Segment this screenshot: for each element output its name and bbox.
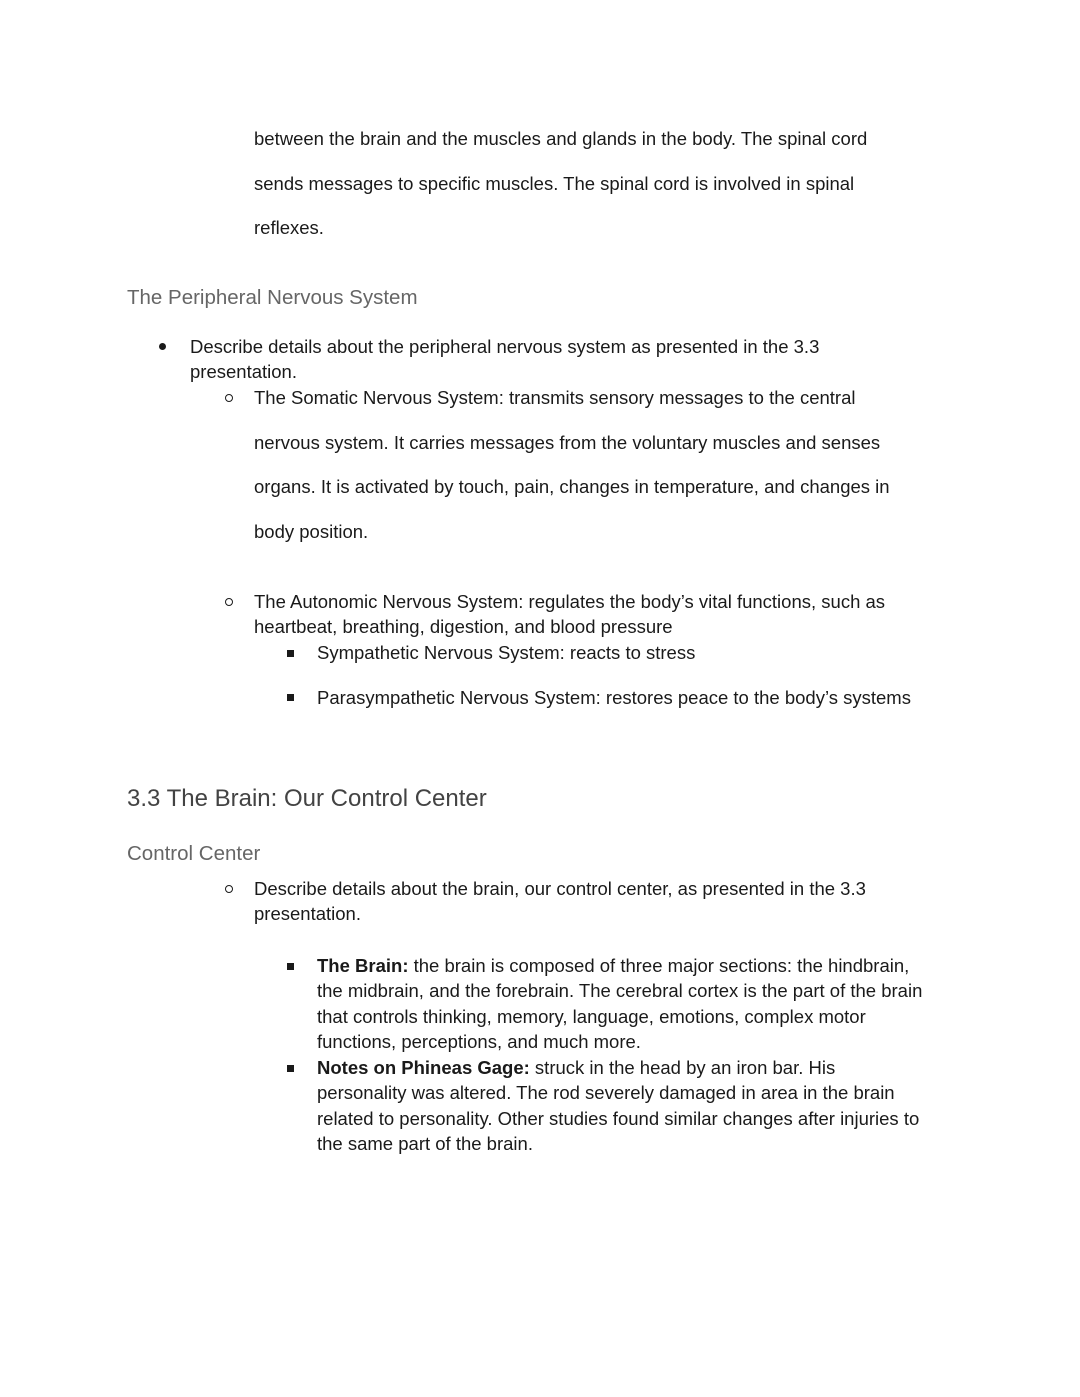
somatic-line-1: The Somatic Nervous System: transmits sensory messages to the central bbox=[254, 387, 856, 408]
gage-line-3: related to personality. Other studies found similar changes after injuries to bbox=[317, 1108, 920, 1129]
square-bullet-icon bbox=[287, 1065, 294, 1072]
gage-text: struck in the head by an iron bar. His bbox=[529, 1057, 836, 1078]
circle-bullet-icon bbox=[225, 394, 233, 402]
gage-line-1 bbox=[317, 1055, 835, 1081]
brain-line-3: that controls thinking, memory, language, emotions, complex motor bbox=[317, 1006, 866, 1027]
square-bullet-icon bbox=[287, 694, 294, 701]
brain-text: the brain is composed of three major sections: the hindbrain, bbox=[408, 955, 910, 976]
disc-bullet-icon bbox=[159, 343, 166, 350]
gage-line-2: personality was altered. The rod severely damaged in area in the brain bbox=[317, 1082, 895, 1103]
autonomic-line-1: The Autonomic Nervous System: regulates the body’s vital functions, such as bbox=[254, 591, 886, 612]
circle-bullet-icon bbox=[225, 598, 233, 606]
spinal-cord-line-3: reflexes. bbox=[254, 217, 324, 238]
somatic-line-4: body position. bbox=[254, 521, 369, 542]
sympathetic-line: Sympathetic Nervous System: reacts to stress bbox=[317, 642, 696, 663]
spinal-cord-line-1: between the brain and the muscles and glands in the body. The spinal cord bbox=[254, 128, 868, 149]
brain-describe-line-1: Describe details about the brain, our control center, as presented in the 3.3 bbox=[254, 878, 866, 899]
brain-section-title: 3.3 The Brain: Our Control Center bbox=[127, 785, 487, 812]
square-bullet-icon bbox=[287, 650, 294, 657]
somatic-line-3: organs. It is activated by touch, pain, changes in temperature, and changes in bbox=[254, 476, 890, 497]
brain-describe-line-2: presentation. bbox=[254, 903, 361, 924]
control-center-heading: Control Center bbox=[127, 842, 261, 865]
parasympathetic-line: Parasympathetic Nervous System: restores peace to the body’s systems bbox=[317, 687, 911, 708]
circle-bullet-icon bbox=[225, 885, 233, 893]
brain-line-4: functions, perceptions, and much more. bbox=[317, 1031, 641, 1052]
peripheral-heading: The Peripheral Nervous System bbox=[127, 286, 418, 309]
gage-line-4: the same part of the brain. bbox=[317, 1133, 533, 1154]
brain-label: The Brain: bbox=[317, 955, 409, 976]
autonomic-line-2: heartbeat, breathing, digestion, and blood pressure bbox=[254, 616, 673, 637]
brain-line-1 bbox=[317, 953, 909, 979]
gage-label: Notes on Phineas Gage: bbox=[317, 1057, 530, 1078]
somatic-line-2: nervous system. It carries messages from the voluntary muscles and senses bbox=[254, 432, 881, 453]
peripheral-describe-line-1: Describe details about the peripheral nervous system as presented in the 3.3 bbox=[190, 336, 820, 357]
spinal-cord-line-2: sends messages to specific muscles. The spinal cord is involved in spinal bbox=[254, 173, 855, 194]
brain-line-2: the midbrain, and the forebrain. The cerebral cortex is the part of the brain bbox=[317, 980, 923, 1001]
square-bullet-icon bbox=[287, 963, 294, 970]
peripheral-describe-line-2: presentation. bbox=[190, 361, 297, 382]
